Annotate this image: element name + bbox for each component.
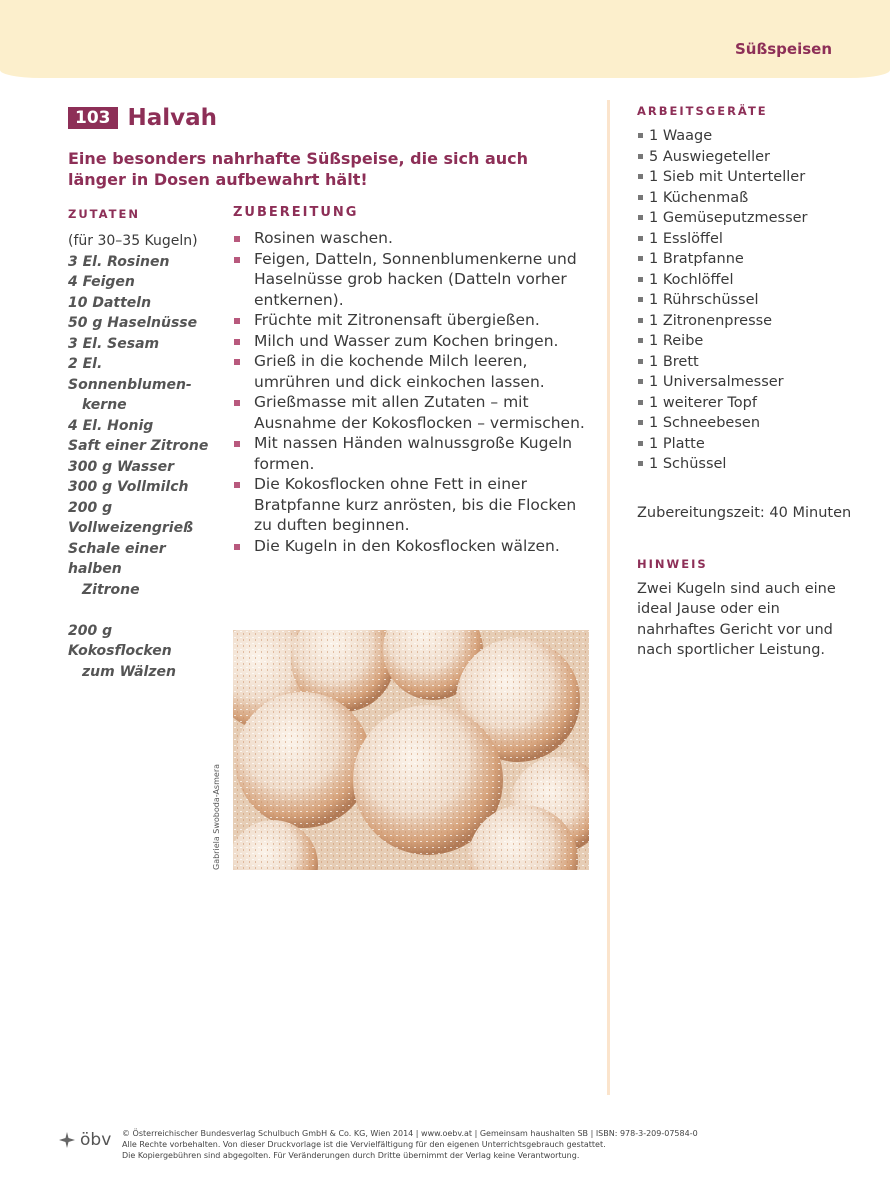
recipe-title: Halvah xyxy=(127,105,218,131)
ingredient-line: 10 Datteln xyxy=(68,294,152,311)
equipment-list xyxy=(637,126,852,475)
ingredient-line: 200 g Kokosflocken xyxy=(68,622,172,659)
sidebar xyxy=(637,104,852,661)
recipe-number-badge: 103 xyxy=(68,107,118,129)
equipment-item: 1 Waage xyxy=(637,126,852,147)
ingredient-line: Zitrone xyxy=(82,581,140,598)
recipe-header xyxy=(68,105,217,131)
note-text: Zwei Kugeln sind auch eine ideal Jause oder ein nahrhaftes Gericht vor und nach sportlicher Leistung. xyxy=(637,580,836,658)
equipment-item: 5 Auswiegeteller xyxy=(637,147,852,168)
header-band xyxy=(0,0,890,78)
ingredient-line: (für 30–35 Kugeln) xyxy=(68,233,198,249)
preparation-step: Grießmasse mit allen Zutaten – mit Ausnahme der Kokosflocken – vermischen. xyxy=(233,392,593,433)
footer-line: Die Kopiergebühren sind abgegolten. Für Veränderungen durch Dritte übernimmt der Verlag keine Verantwortung. xyxy=(122,1151,580,1160)
preparation-section xyxy=(233,205,593,556)
ingredient-spacer xyxy=(68,600,218,621)
equipment-item: 1 Schüssel xyxy=(637,454,852,475)
note-heading: HINWEIS xyxy=(637,556,708,571)
coconut-balls-illustration xyxy=(233,630,589,870)
ingredients-section xyxy=(68,207,218,682)
equipment-item: 1 Schneebesen xyxy=(637,413,852,434)
equipment-item: 1 Rührschüssel xyxy=(637,290,852,311)
equipment-item: 1 Sieb mit Unterteller xyxy=(637,167,852,188)
equipment-heading: ARBEITSGERÄTE xyxy=(637,104,768,118)
photo-credit: Gabriela Swoboda-Asmera xyxy=(212,763,221,870)
halvah-photo xyxy=(233,630,589,870)
equipment-item: 1 weiterer Topf xyxy=(637,393,852,414)
column-divider xyxy=(607,100,610,1095)
ingredient-line: Saft einer Zitrone xyxy=(68,438,209,454)
ingredient-line: zum Wälzen xyxy=(82,663,176,680)
preparation-steps xyxy=(233,228,593,556)
ingredient-line: 3 El. Rosinen xyxy=(68,253,170,270)
preparation-step: Die Kokosflocken ohne Fett in einer Bratpfanne kurz anrösten, bis die Flocken zu duften beginnen. xyxy=(233,474,593,536)
footer-line: © Österreichischer Bundesverlag Schulbuch GmbH & Co. KG, Wien 2014 | www.oebv.at | Gemeinsam haushalten SB | ISBN: 978-3-209-07584-0 xyxy=(122,1129,698,1138)
ingredient-line: 300 g Wasser xyxy=(68,458,174,475)
preparation-step: Milch und Wasser zum Kochen bringen. xyxy=(233,331,593,352)
equipment-item: 1 Küchenmaß xyxy=(637,188,852,209)
preparation-heading: ZUBEREITUNG xyxy=(233,205,359,220)
equipment-item: 1 Esslöffel xyxy=(637,229,852,250)
preparation-step: Grieß in die kochende Milch leeren, umrühren und dick einkochen lassen. xyxy=(233,351,593,392)
ingredient-line: 4 El. Honig xyxy=(68,417,154,434)
footer-line: Alle Rechte vorbehalten. Von dieser Druckvorlage ist die Vervielfältigung für den eigenen Unterrichtsgebrauch gestattet. xyxy=(122,1140,606,1149)
preparation-step: Mit nassen Händen walnussgroße Kugeln formen. xyxy=(233,433,593,474)
equipment-item: 1 Platte xyxy=(637,434,852,455)
recipe-subtitle: Eine besonders nahrhafte Süßspeise, die sich auch länger in Dosen aufbewahrt hält! xyxy=(68,149,529,189)
preparation-step: Die Kugeln in den Kokosflocken wälzen. xyxy=(233,536,593,557)
equipment-item: 1 Kochlöffel xyxy=(637,270,852,291)
equipment-item: 1 Brett xyxy=(637,352,852,373)
equipment-item: 1 Bratpfanne xyxy=(637,249,852,270)
publisher-logo xyxy=(58,1130,111,1150)
ingredient-line: 4 Feigen xyxy=(68,274,135,290)
ingredient-line: 200 g Vollweizengrieß xyxy=(68,499,194,536)
ingredient-line: 300 g Vollmilch xyxy=(68,479,189,495)
ingredient-line: 50 g Haselnüsse xyxy=(68,315,198,331)
equipment-item: 1 Zitronenpresse xyxy=(637,311,852,332)
ingredient-line: 3 El. Sesam xyxy=(68,335,160,352)
prep-time: Zubereitungszeit: 40 Minuten xyxy=(637,504,852,521)
footer-text xyxy=(122,1128,698,1161)
ingredient-line: 2 El. Sonnenblumen- xyxy=(68,356,192,393)
ingredient-line: Schale einer halben xyxy=(68,540,166,577)
equipment-item: 1 Reibe xyxy=(637,331,852,352)
equipment-item: 1 Universalmesser xyxy=(637,372,852,393)
preparation-step: Rosinen waschen. xyxy=(233,228,593,249)
equipment-item: 1 Gemüseputzmesser xyxy=(637,208,852,229)
ingredient-line: kerne xyxy=(82,397,127,413)
preparation-step: Feigen, Datteln, Sonnenblumenkerne und Haselnüsse grob hacken (Datteln vorher entkernen). xyxy=(233,249,593,311)
logo-text: öbv xyxy=(80,1130,112,1150)
ingredients-heading: ZUTATEN xyxy=(68,207,140,221)
star-icon xyxy=(58,1131,76,1149)
section-label: Süßspeisen xyxy=(734,40,832,58)
preparation-step: Früchte mit Zitronensaft übergießen. xyxy=(233,310,593,331)
